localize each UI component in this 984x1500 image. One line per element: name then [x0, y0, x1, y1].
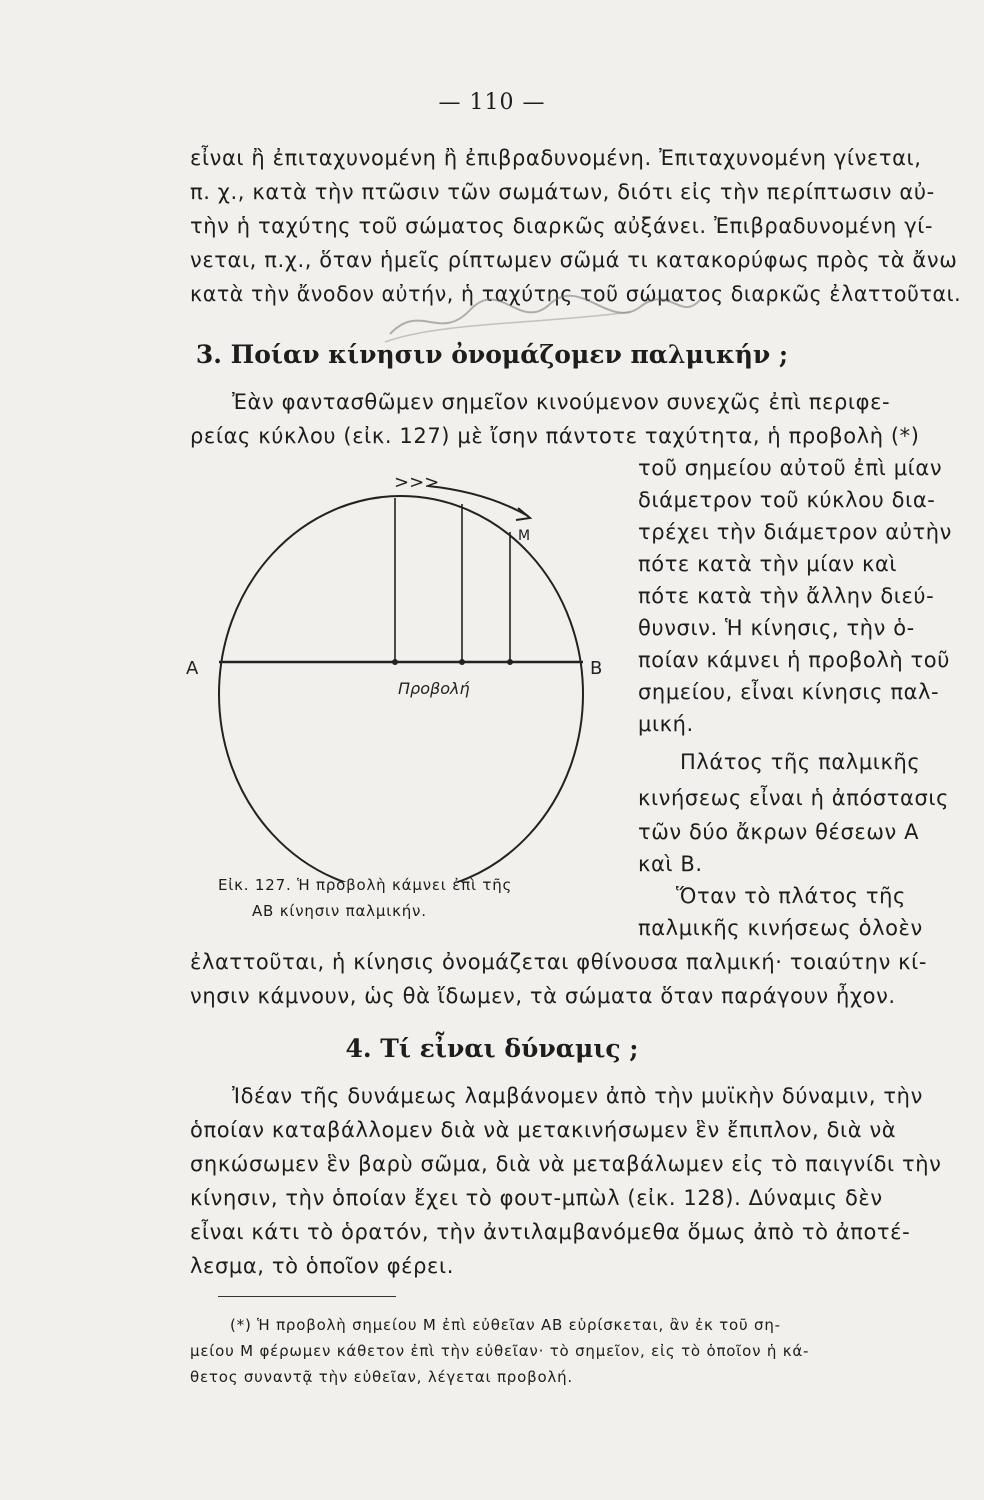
text-line: μική.	[638, 712, 694, 736]
text-line: κίνησιν, τὴν ὁποίαν ἔχει τὸ φουτ-μπὼλ (εἰκ. 128). Δύναμις δὲν	[190, 1186, 883, 1210]
text-line: ρείας κύκλου (εἰκ. 127) μὲ ἴσην πάντοτε ταχύτητα, ἡ προβολὴ (*)	[190, 424, 920, 448]
text-line: Ἐὰν φαντασθῶμεν σημεῖον κινούμενον συνεχῶς ἐπὶ περιφε-	[232, 390, 891, 414]
figure-caption: Εἰκ. 127. Ἡ προβολὴ κάμνει ἐπὶ τῆς	[218, 876, 513, 894]
label-a: Α	[186, 658, 199, 679]
text-line: παλμικῆς κινήσεως ὁλοὲν	[638, 916, 923, 940]
text-line: τῶν δύο ἄκρων θέσεων Α	[638, 820, 920, 844]
label-projection: Προβολή	[398, 679, 470, 698]
footnote-rule	[218, 1296, 396, 1297]
section-heading-4: 4. Τί εἶναι δύναμις ;	[345, 1034, 639, 1063]
text-line: πότε κατὰ τὴν μίαν καὶ	[638, 552, 898, 576]
text-line: λεσμα, τὸ ὁποῖον φέρει.	[190, 1254, 454, 1278]
text-line: Ὅταν τὸ πλάτος τῆς	[676, 884, 906, 908]
text-line: σηκώσωμεν ἓν βαρὺ σῶμα, διὰ νὰ μεταβάλωμεν εἰς τὸ παιγνίδι τὴν	[190, 1152, 942, 1176]
text-line: π. χ., κατὰ τὴν πτῶσιν τῶν σωμάτων, διότι εἰς τὴν περίπτωσιν αὐ-	[190, 180, 935, 204]
footnote-line: θετος συναντᾷ τὴν εὐθεῖαν, λέγεται προβολή.	[190, 1368, 573, 1386]
footnote-line: μείου Μ φέρωμεν κάθετον ἐπὶ τὴν εὐθεῖαν· τὸ σημεῖον, εἰς τὸ ὁποῖον ἡ κά-	[190, 1342, 810, 1360]
figure-127	[176, 462, 616, 882]
figure-caption: ΑΒ κίνησιν παλμικήν.	[252, 902, 427, 920]
footnote-line: (*) Ἡ προβολὴ σημείου Μ ἐπὶ εὐθεῖαν ΑΒ εὑρίσκεται, ἂν ἐκ τοῦ ση-	[230, 1316, 781, 1334]
text-line: τρέχει τὴν διάμετρον αὐτὴν	[638, 520, 952, 544]
text-line: καὶ Β.	[638, 852, 703, 876]
text-line: ποίαν κάμνει ἡ προβολὴ τοῦ	[638, 648, 950, 672]
projection-point	[459, 659, 465, 665]
text-line: διάμετρον τοῦ κύκλου δια-	[638, 488, 936, 512]
text-line: κινήσεως εἶναι ἡ ἀπόστασις	[638, 786, 950, 810]
text-line: πότε κατὰ τὴν ἄλλην διεύ-	[638, 584, 935, 608]
text-line: τὴν ἡ ταχύτης τοῦ σώματος διαρκῶς αὐξάνει. Ἐπιβραδυνομένη γί-	[190, 214, 934, 238]
text-line: ὁποίαν καταβάλλομεν διὰ νὰ μετακινήσωμεν ἓν ἔπιπλον, διὰ νὰ	[190, 1118, 897, 1142]
page-number: — 110 —	[438, 90, 546, 115]
text-line: ἐλαττοῦται, ἡ κίνησις ὀνομάζεται φθίνουσα παλμική· τοιαύτην κί-	[190, 950, 928, 974]
text-line: τοῦ σημείου αὐτοῦ ἐπὶ μίαν	[638, 456, 943, 480]
text-line: νεται, π.χ., ὅταν ἡμεῖς ρίπτωμεν σῶμά τι κατακορύφως πρὸς τὰ ἄνω	[190, 248, 958, 272]
arrow-marks: >>>	[394, 472, 440, 493]
projection-point	[392, 659, 398, 665]
label-b: Β	[590, 658, 603, 679]
text-line: νησιν κάμνουν, ὡς θὰ ἴδωμεν, τὰ σώματα ὅταν παράγουν ἦχον.	[190, 984, 896, 1008]
text-line: εἶναι ἢ ἐπιταχυνομένη ἢ ἐπιβραδυνομένη. Ἐπιταχυνομένη γίνεται,	[190, 146, 922, 170]
projection-point	[507, 659, 513, 665]
text-line: εἶναι κάτι τὸ ὁρατόν, τὴν ἀντιλαμβανόμεθα ὅμως ἀπὸ τὸ ἀποτέ-	[190, 1220, 911, 1244]
section-heading-3: 3. Ποίαν κίνησιν ὀνομάζομεν παλμικήν ;	[195, 340, 789, 369]
text-line: σημείου, εἶναι κίνησις παλ-	[638, 680, 940, 704]
label-m: Μ	[518, 528, 531, 544]
text-line: Ἰδέαν τῆς δυνάμεως λαμβάνομεν ἀπὸ τὴν μυϊκὴν δύναμιν, τὴν	[232, 1084, 923, 1108]
text-line: κατὰ τὴν ἄνοδον αὐτήν, ἡ ταχύτης τοῦ σώματος διαρκῶς ἐλαττοῦται.	[190, 282, 962, 306]
text-line: Πλάτος τῆς παλμικῆς	[680, 750, 921, 774]
text-line: θυνσιν. Ἡ κίνησις, τὴν ὁ-	[638, 616, 915, 640]
